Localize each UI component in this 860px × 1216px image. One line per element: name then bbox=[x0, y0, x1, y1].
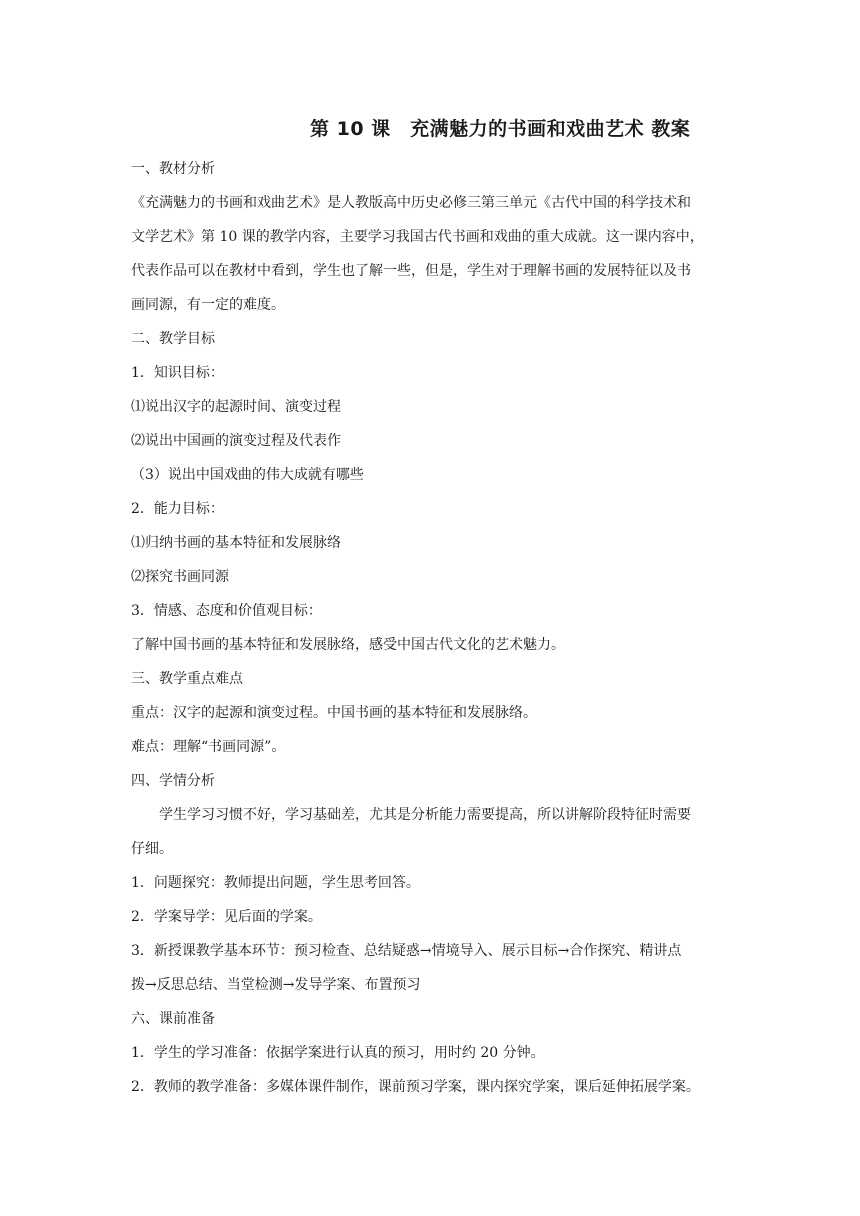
list-item: 1．问题探究：教师提出问题，学生思考回答。 bbox=[131, 875, 420, 891]
section-heading-key-points: 三、教学重点难点 bbox=[131, 671, 243, 687]
text-line: 画同源，有一定的难度。 bbox=[131, 297, 285, 313]
text-line: 重点：汉字的起源和演变过程。中国书画的基本特征和发展脉络。 bbox=[131, 705, 537, 721]
text-line: 《充满魅力的书画和戏曲艺术》是人教版高中历史必修三第三单元《古代中国的科学技术和 bbox=[131, 195, 691, 211]
subheading-knowledge-goals: 1．知识目标： bbox=[131, 365, 224, 381]
list-item: 1．学生的学习准备：依据学案进行认真的预习，用时约 20 分钟。 bbox=[131, 1045, 545, 1061]
section-heading-student-analysis: 四、学情分析 bbox=[131, 773, 215, 789]
list-item: ⑴归纳书画的基本特征和发展脉络 bbox=[131, 535, 341, 551]
text-line: 代表作品可以在教材中看到，学生也了解一些，但是，学生对于理解书画的发展特征以及书 bbox=[131, 263, 691, 279]
list-item: ⑵探究书画同源 bbox=[131, 569, 229, 585]
text-line: 难点：理解“书画同源”。 bbox=[131, 739, 286, 755]
document-body bbox=[131, 152, 731, 1104]
text-line: 学生学习习惯不好，学习基础差，尤其是分析能力需要提高，所以讲解阶段特征时需要 bbox=[159, 807, 691, 823]
list-item: （3）说出中国戏曲的伟大成就有哪些 bbox=[131, 467, 364, 483]
document-title: 第 10 课 充满魅力的书画和戏曲艺术 教案 bbox=[310, 118, 691, 140]
text-line: 文学艺术》第 10 课的教学内容，主要学习我国古代书画和戏曲的重大成就。这一课内容中， bbox=[131, 229, 704, 245]
text-line: 仔细。 bbox=[131, 841, 173, 857]
list-item: 2．教师的教学准备：多媒体课件制作，课前预习学案，课内探究学案，课后延伸拓展学案。 bbox=[131, 1079, 700, 1095]
subheading-ability-goals: 2．能力目标： bbox=[131, 501, 224, 517]
text-line: 了解中国书画的基本特征和发展脉络，感受中国古代文化的艺术魅力。 bbox=[131, 637, 565, 653]
list-item: 2．学案导学：见后面的学案。 bbox=[131, 909, 322, 925]
section-heading-preparation: 六、课前准备 bbox=[131, 1011, 215, 1027]
subheading-emotion-goals: 3．情感、态度和价值观目标： bbox=[131, 603, 322, 619]
text-line: 拨→反思总结、当堂检测→发导学案、布置预习 bbox=[131, 977, 421, 993]
list-item: 3．新授课教学基本环节：预习检查、总结疑惑→情境导入、展示目标→合作探究、精讲点 bbox=[131, 943, 682, 959]
list-item: ⑴说出汉字的起源时间、演变过程 bbox=[131, 399, 341, 415]
list-item: ⑵说出中国画的演变过程及代表作 bbox=[131, 433, 341, 449]
section-heading-teaching-goals: 二、教学目标 bbox=[131, 331, 215, 347]
section-heading-textbook-analysis: 一、教材分析 bbox=[131, 161, 215, 177]
